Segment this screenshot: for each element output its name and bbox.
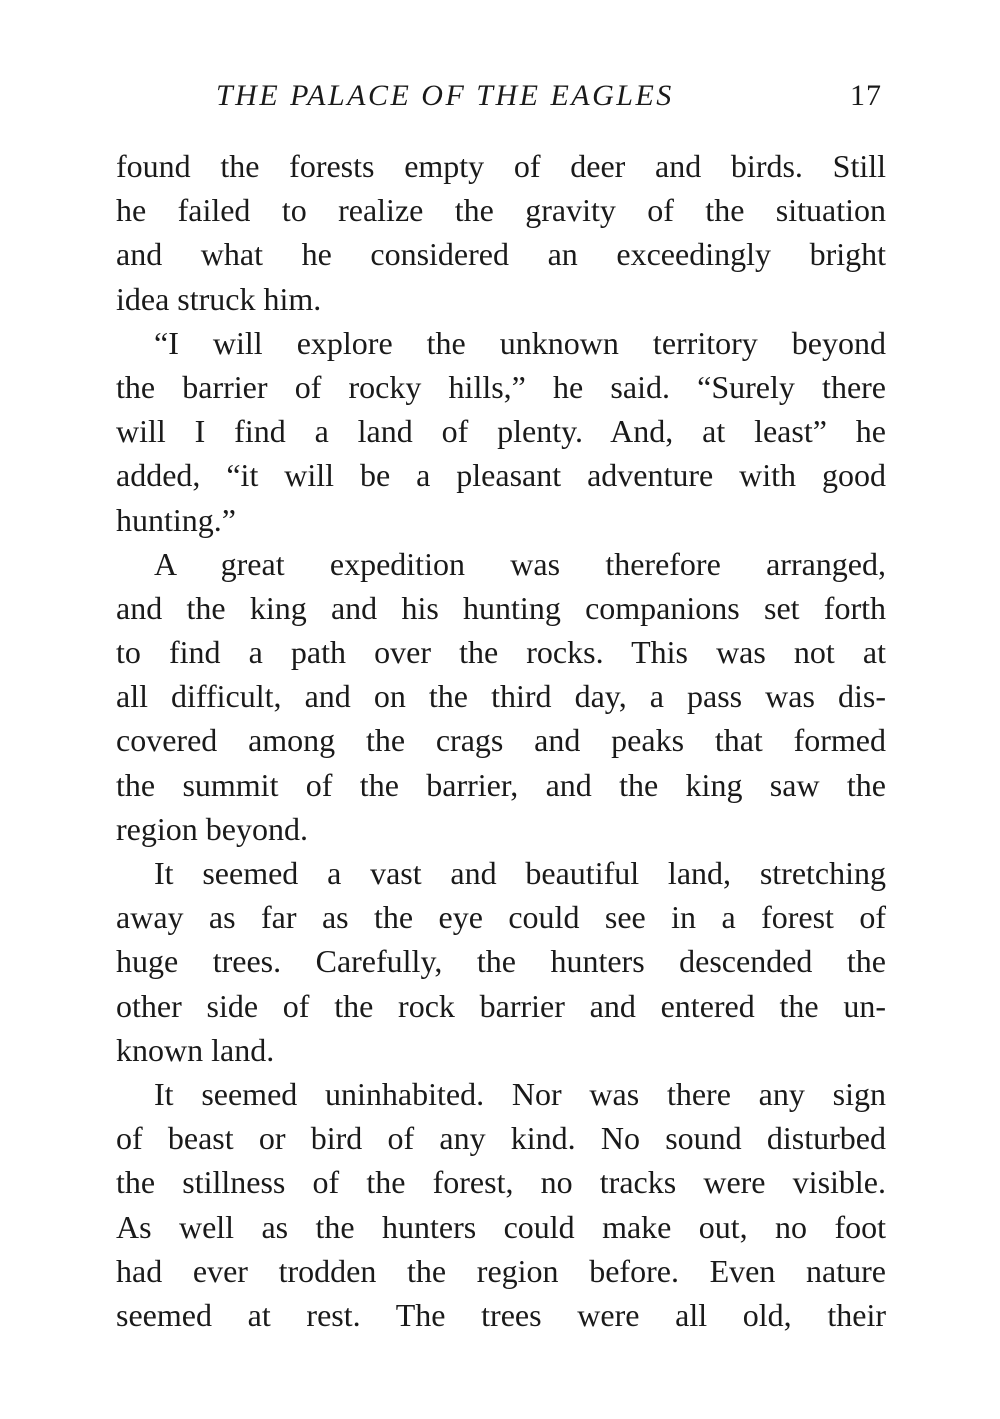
text-line: to find a path over the rocks. This was not at <box>116 634 886 671</box>
text-line: the stillness of the forest, no tracks were visible. <box>116 1164 886 1201</box>
text-line: It seemed a vast and beautiful land, stretching <box>154 855 886 891</box>
text-line: huge trees. Carefully, the hunters descended the <box>116 943 886 980</box>
running-head <box>116 74 888 118</box>
text-line: known land. <box>116 1031 275 1068</box>
text-line: It seemed uninhabited. Nor was there any sign <box>154 1075 886 1112</box>
text-line: all difficult, and on the third day, a pass was dis- <box>116 678 886 715</box>
text-line: found the forests empty of deer and birds. Still <box>116 148 886 184</box>
text-line: and the king and his hunting companions set forth <box>116 589 886 626</box>
text-line: region beyond. <box>116 810 308 847</box>
text-line: away as far as the eye could see in a forest of <box>116 899 886 936</box>
text-line: added, “it will be a pleasant adventure with good <box>116 457 886 494</box>
text-line: and what he considered an exceedingly bright <box>116 236 886 273</box>
text-line: hunting.” <box>116 501 236 538</box>
text-line: covered among the crags and peaks that formed <box>116 722 886 759</box>
text-line: idea struck him. <box>116 280 322 317</box>
body-text <box>116 144 886 1337</box>
text-line: “I will explore the unknown territory beyond <box>154 324 886 361</box>
text-line: he failed to realize the gravity of the situation <box>116 192 886 229</box>
text-line: A great expedition was therefore arranged, <box>154 545 886 582</box>
text-line: had ever trodden the region before. Even nature <box>116 1252 886 1289</box>
text-line: As well as the hunters could make out, no foot <box>116 1208 886 1245</box>
text-line: of beast or bird of any kind. No sound disturbed <box>116 1120 886 1157</box>
text-line: the summit of the barrier, and the king saw the <box>116 766 886 803</box>
page-number: 17 <box>850 79 882 112</box>
text-line: other side of the rock barrier and entered the un- <box>116 987 886 1024</box>
text-line: the barrier of rocky hills,” he said. “Surely there <box>116 368 886 405</box>
text-line: will I find a land of plenty. And, at least” he <box>116 413 886 450</box>
text-line: seemed at rest. The trees were all old, their <box>116 1296 886 1333</box>
running-title: THE PALACE OF THE EAGLES <box>216 79 674 112</box>
